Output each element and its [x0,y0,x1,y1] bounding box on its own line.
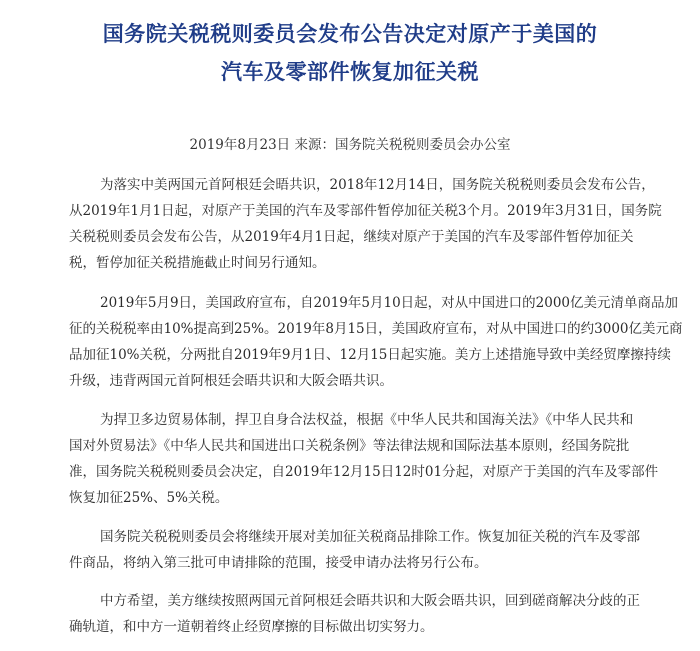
paragraph-line: 品加征10%关税，分两批自2019年9月1日、12月15日起实施。美方上述措施导致中美经贸摩擦持续 [69,347,671,363]
paragraph-line: 税，暂停加征关税措施截止时间另行通知。 [69,255,326,271]
paragraph-line: 国务院关税税则委员会将继续开展对美加征关税商品排除工作。恢复加征关税的汽车及零部 [100,529,640,545]
article-date-source: 2019年8月23日 来源：国务院关税税则委员会办公室 [189,137,511,153]
paragraph-line: 升级，违背两国元首阿根廷会晤共识和大阪会晤共识。 [69,373,393,389]
paragraph-line: 为落实中美两国元首阿根廷会晤共识，2018年12月14日，国务院关税税则委员会发布公告， [100,177,655,193]
paragraph-line: 为捍卫多边贸易体制，捍卫自身合法权益，根据《中华人民共和国海关法》《中华人民共和 [100,412,634,428]
article-title-line-1: 国务院关税税则委员会发布公告决定对原产于美国的 [102,21,598,46]
paragraph-line: 关税税则委员会发布公告，从2019年4月1日起，继续对原产于美国的汽车及零部件暂停加征关 [69,229,634,245]
paragraph-line: 恢复加征25%、5%关税。 [69,490,229,506]
paragraph-line: 国对外贸易法》《中华人民共和国进出口关税条例》等法律法规和国际法基本原则，经国务院批 [69,438,630,454]
paragraph-line: 从2019年1月1日起，对原产于美国的汽车及零部件暂停加征关税3个月。2019年3月31日，国务院 [69,203,662,219]
paragraph-line: 准，国务院关税税则委员会决定，自2019年12月15日12时01分起，对原产于美国的汽车及零部件 [69,464,659,480]
paragraph-line: 征的关税税率由10%提高到25%。2019年8月15日，美国政府宣布，对从中国进口的约3000亿美元商 [69,321,683,337]
paragraph-line: 件商品，将纳入第三批可申请排除的范围，接受申请办法将另行公布。 [69,555,488,571]
paragraph-line: 2019年5月9日，美国政府宣布，自2019年5月10日起，对从中国进口的2000亿美元清单商品加 [100,295,679,311]
paragraph-line: 确轨道，和中方一道朝着终止经贸摩擦的目标做出切实努力。 [69,619,434,635]
article-title-line-2: 汽车及零部件恢复加征关税 [221,59,479,84]
paragraph-line: 中方希望，美方继续按照两国元首阿根廷会晤共识和大阪会晤共识，回到磋商解决分歧的正 [100,593,640,609]
